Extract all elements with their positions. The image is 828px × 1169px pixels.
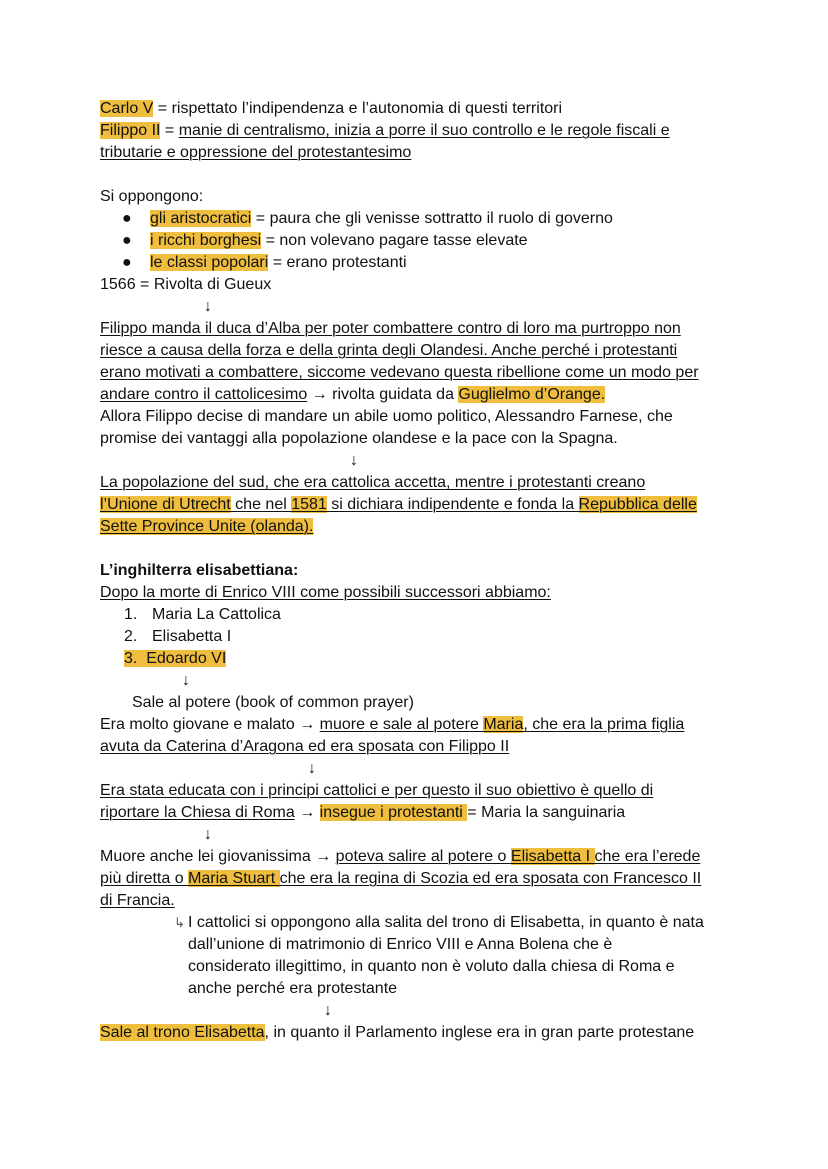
muore-line-3 bbox=[100, 890, 740, 912]
duca-text: erano motivati a combattere, siccome vedevano questa ribellione come un modo per bbox=[100, 364, 699, 381]
muore-text: che era la regina di Scozia ed era sposata con Francesco II bbox=[279, 870, 702, 887]
sud-text: La popolazione del sud, che era cattolica accetta, mentre i protestanti creano bbox=[100, 474, 646, 491]
educata-text: = Maria la sanguinaria bbox=[467, 804, 626, 821]
bullet-icon: ● bbox=[122, 254, 132, 271]
repubblica-hl: Repubblica delle bbox=[578, 496, 697, 513]
filippo-line-1 bbox=[100, 120, 740, 142]
oppongono-item-hl: gli aristocratici bbox=[150, 210, 252, 227]
successor-num: 3. bbox=[124, 650, 138, 667]
insegue-hl: insegue i protestanti bbox=[319, 804, 468, 821]
elisabetta-hl: Elisabetta I bbox=[510, 848, 595, 865]
muore-text: di Francia. bbox=[100, 892, 175, 909]
successor-name: Edoardo VI bbox=[146, 650, 227, 667]
down-arrow-icon: ↓ bbox=[308, 760, 316, 777]
province-hl: Sette Province Unite (olanda). bbox=[100, 518, 314, 535]
oppongono-item bbox=[100, 208, 740, 230]
oppongono-item-text: = paura che gli venisse sottratto il ruolo di governo bbox=[251, 210, 613, 227]
educata-text: riportare la Chiesa di Roma bbox=[100, 804, 295, 821]
successor-name: Maria La Cattolica bbox=[152, 606, 281, 623]
duca-arrow-text: → rivolta guidata da bbox=[307, 386, 459, 403]
successor-item bbox=[100, 626, 740, 648]
duca-line-2 bbox=[100, 340, 740, 362]
carlo-text: = rispettato l’indipendenza e l’autonomia di questi territori bbox=[153, 100, 563, 117]
carlo-line bbox=[100, 98, 740, 120]
oppongono-item-hl: i ricchi borghesi bbox=[150, 232, 262, 249]
down-arrow-icon: ↓ bbox=[204, 298, 212, 315]
final-line bbox=[100, 1022, 740, 1044]
educata-line-1 bbox=[100, 780, 740, 802]
section-title: L’inghilterra elisabettiana: bbox=[100, 562, 299, 579]
sud-line-3 bbox=[100, 516, 740, 538]
giovane-text: avuta da Caterina d’Aragona ed era sposata con Filippo II bbox=[100, 738, 510, 755]
muore-line-2 bbox=[100, 868, 740, 890]
sud-text: si dichiara indipendente e fonda la bbox=[326, 496, 579, 513]
successori-intro bbox=[100, 582, 740, 604]
stuart-hl: Maria Stuart bbox=[188, 870, 280, 887]
sub-arrow-icon: ↳ bbox=[174, 915, 185, 930]
educata-line-2 bbox=[100, 802, 740, 824]
cattolici-text: I cattolici si oppongono alla salita del trono di Elisabetta, in quanto è nata bbox=[188, 914, 704, 931]
filippo-line-2 bbox=[100, 142, 740, 164]
trono-hl: Sale al trono Elisabetta bbox=[100, 1024, 265, 1041]
sale-line: Sale al potere (book of common prayer) bbox=[132, 694, 414, 711]
muore-line-1 bbox=[100, 846, 740, 868]
sud-line-2 bbox=[100, 494, 740, 516]
oppongono-item-text: = erano protestanti bbox=[268, 254, 407, 271]
oppongono-heading: Si oppongono: bbox=[100, 188, 204, 205]
muore-text: che era l’erede bbox=[594, 848, 701, 865]
giovane-line-1 bbox=[100, 714, 740, 736]
oppongono-item bbox=[100, 252, 740, 274]
giovane-text: Era molto giovane e malato → bbox=[100, 716, 320, 733]
muore-text: Muore anche lei giovanissima → bbox=[100, 848, 336, 865]
filippo-text-2: tributarie e oppressione del protestantesimo bbox=[100, 144, 412, 161]
educata-text: Era stata educata con i principi cattolici e per questo il suo obiettivo è quello di bbox=[100, 782, 654, 799]
guglielmo-hl: Guglielmo d’Orange. bbox=[458, 386, 606, 403]
successor-hl bbox=[124, 650, 226, 667]
filippo-name: Filippo II bbox=[100, 122, 161, 139]
oppongono-item-hl: le classi popolari bbox=[150, 254, 269, 271]
sud-line-1 bbox=[100, 472, 740, 494]
filippo-text-1: manie di centralismo, inizia a porre il suo controllo e le regole fiscali e bbox=[178, 122, 670, 139]
carlo-name: Carlo V bbox=[100, 100, 154, 117]
rivolta-line: 1566 = Rivolta di Gueux bbox=[100, 276, 272, 293]
successor-item bbox=[100, 648, 740, 670]
giovane-text: , che era la prima figlia bbox=[523, 716, 685, 733]
duca-line-4 bbox=[100, 384, 740, 406]
giovane-text: muore e sale al potere bbox=[319, 716, 484, 733]
sud-text: che nel bbox=[230, 496, 292, 513]
farnese-line-1: Allora Filippo decise di mandare un abile uomo politico, Alessandro Farnese, che bbox=[100, 408, 673, 425]
successor-name: Elisabetta I bbox=[152, 628, 232, 645]
down-arrow-icon: ↓ bbox=[350, 452, 358, 469]
successor-num: 1. bbox=[124, 606, 138, 623]
cattolici-line-3: considerato illegittimo, in quanto non è voluto dalla chiesa di Roma e bbox=[188, 958, 675, 975]
muore-text: più diretta o bbox=[100, 870, 189, 887]
down-arrow-icon: ↓ bbox=[204, 826, 212, 843]
cattolici-line-2: dall’unione di matrimonio di Enrico VIII e Anna Bolena che è bbox=[188, 936, 613, 953]
maria-hl: Maria bbox=[483, 716, 524, 733]
educata-arrow: → bbox=[294, 804, 320, 821]
successor-item bbox=[100, 604, 740, 626]
oppongono-item bbox=[100, 230, 740, 252]
bullet-icon: ● bbox=[122, 210, 132, 227]
duca-text: riesce a causa della forza e della grinta degli Olandesi. Anche perché i protestanti bbox=[100, 342, 678, 359]
filippo-eq: = bbox=[160, 122, 179, 139]
cattolici-line-1 bbox=[100, 912, 740, 934]
bullet-icon: ● bbox=[122, 232, 132, 249]
final-text: , in quanto il Parlamento inglese era in gran parte protestane bbox=[264, 1024, 695, 1041]
muore-text: poteva salire al potere o bbox=[335, 848, 511, 865]
document-page bbox=[100, 98, 740, 1044]
utrecht-hl: l’Unione di Utrecht bbox=[100, 496, 231, 513]
oppongono-item-text: = non volevano pagare tasse elevate bbox=[261, 232, 528, 249]
giovane-line-2 bbox=[100, 736, 740, 758]
duca-text: Filippo manda il duca d’Alba per poter combattere contro di loro ma purtroppo non bbox=[100, 320, 681, 337]
duca-line-1 bbox=[100, 318, 740, 340]
down-arrow-icon: ↓ bbox=[324, 1002, 332, 1019]
farnese-line-2: promise dei vantaggi alla popolazione olandese e la pace con la Spagna. bbox=[100, 430, 618, 447]
duca-line-3 bbox=[100, 362, 740, 384]
year-hl: 1581 bbox=[291, 496, 327, 513]
cattolici-line-4: anche perché era protestante bbox=[188, 980, 398, 997]
down-arrow-icon: ↓ bbox=[182, 672, 190, 689]
duca-text: andare contro il cattolicesimo bbox=[100, 386, 308, 403]
intro-text: Dopo la morte di Enrico VIII come possibili successori abbiamo: bbox=[100, 584, 551, 601]
successor-num: 2. bbox=[124, 628, 138, 645]
